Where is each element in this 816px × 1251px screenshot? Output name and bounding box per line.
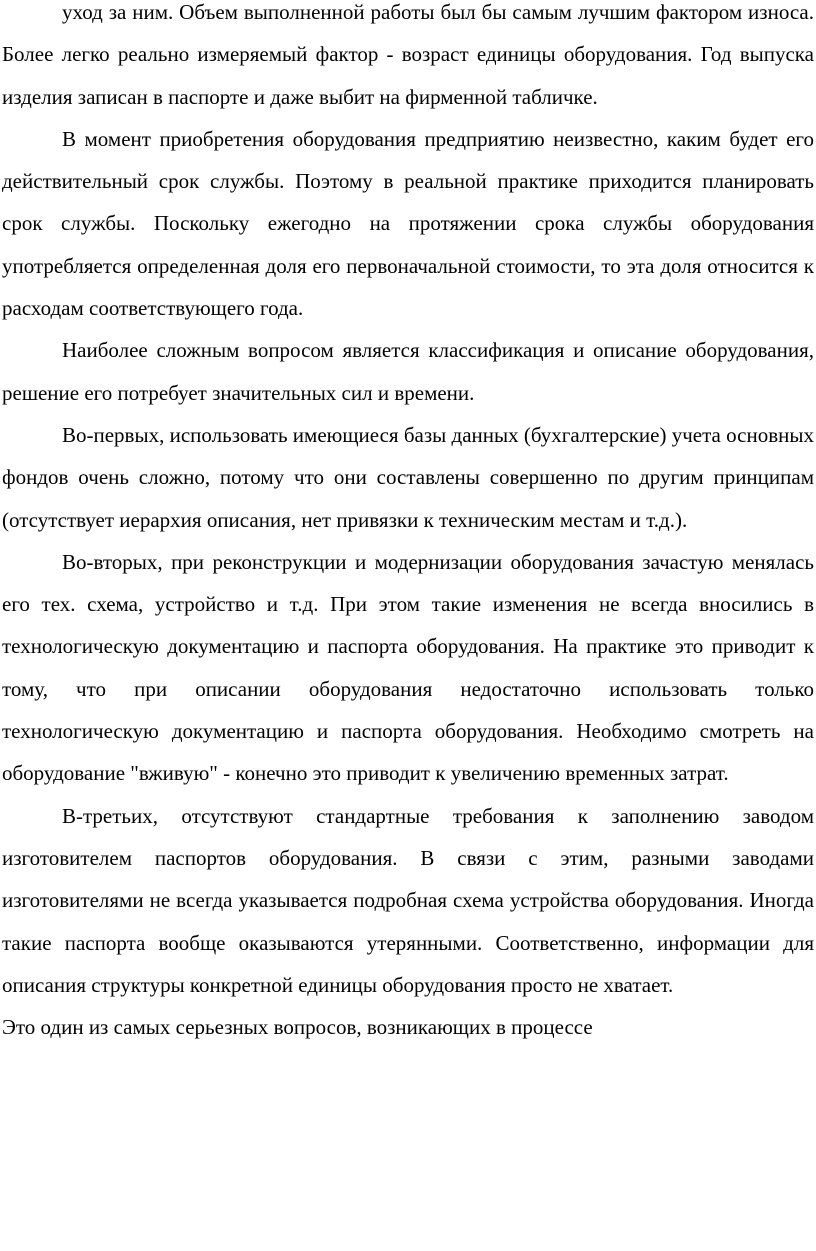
paragraph-1: уход за ним. Объем выполненной работы был бы самым лучшим фактором износа. Более легко реально измеряемый фактор - возраст единицы оборудования. Год выпуска изделия записан в паспорте и даже выбит на фирменной табличке. [2, 0, 814, 109]
paragraph-2: В момент приобретения оборудования предприятию неизвестно, каким будет его действительный срок службы. Поэтому в реальной практике приходится планировать срок службы. Поскольку ежегодно на протяжении срока службы оборудования употребляется определенная доля его первоначальной стоимости, то эта доля относится к расходам соответствующего года. [2, 126, 814, 321]
paragraph-6: В-третьих, отсутствуют стандартные требования к заполнению заводом изготовителем паспортов оборудования. В связи с этим, разными заводами изготовителями не всегда указывается подробная схема устройства оборудования. Иногда такие паспорта вообще оказываются утерянными. Соответственно, информации для описания структуры конкретной единицы оборудования просто не хватает. [2, 803, 814, 997]
paragraph-7: Это один из самых серьезных вопросов, возникающих в процессе [2, 1015, 593, 1040]
paragraph-5: Во-вторых, при реконструкции и модернизации оборудования зачастую менялась его тех. схема, устройство и т.д. При этом такие изменения не всегда вносились в технологическую документацию и паспорта оборудования. На практике это приводит к тому, что при описании оборудования недостаточно использовать только технологическую документацию и паспорта оборудования. Необходимо смотреть на оборудование "вживую" - конечно это приводит к увеличению временных затрат. [2, 549, 814, 786]
paragraph-3: Наиболее сложным вопросом является классификация и описание оборудования, решение его потребует значительных сил и времени. [2, 338, 814, 405]
paragraph-4: Во-первых, использовать имеющиеся базы данных (бухгалтерские) учета основных фондов очень сложно, потому что они составлены совершенно по другим принципам (отсутствует иерархия описания, нет привязки к техническим местам и т.д.). [2, 422, 814, 532]
